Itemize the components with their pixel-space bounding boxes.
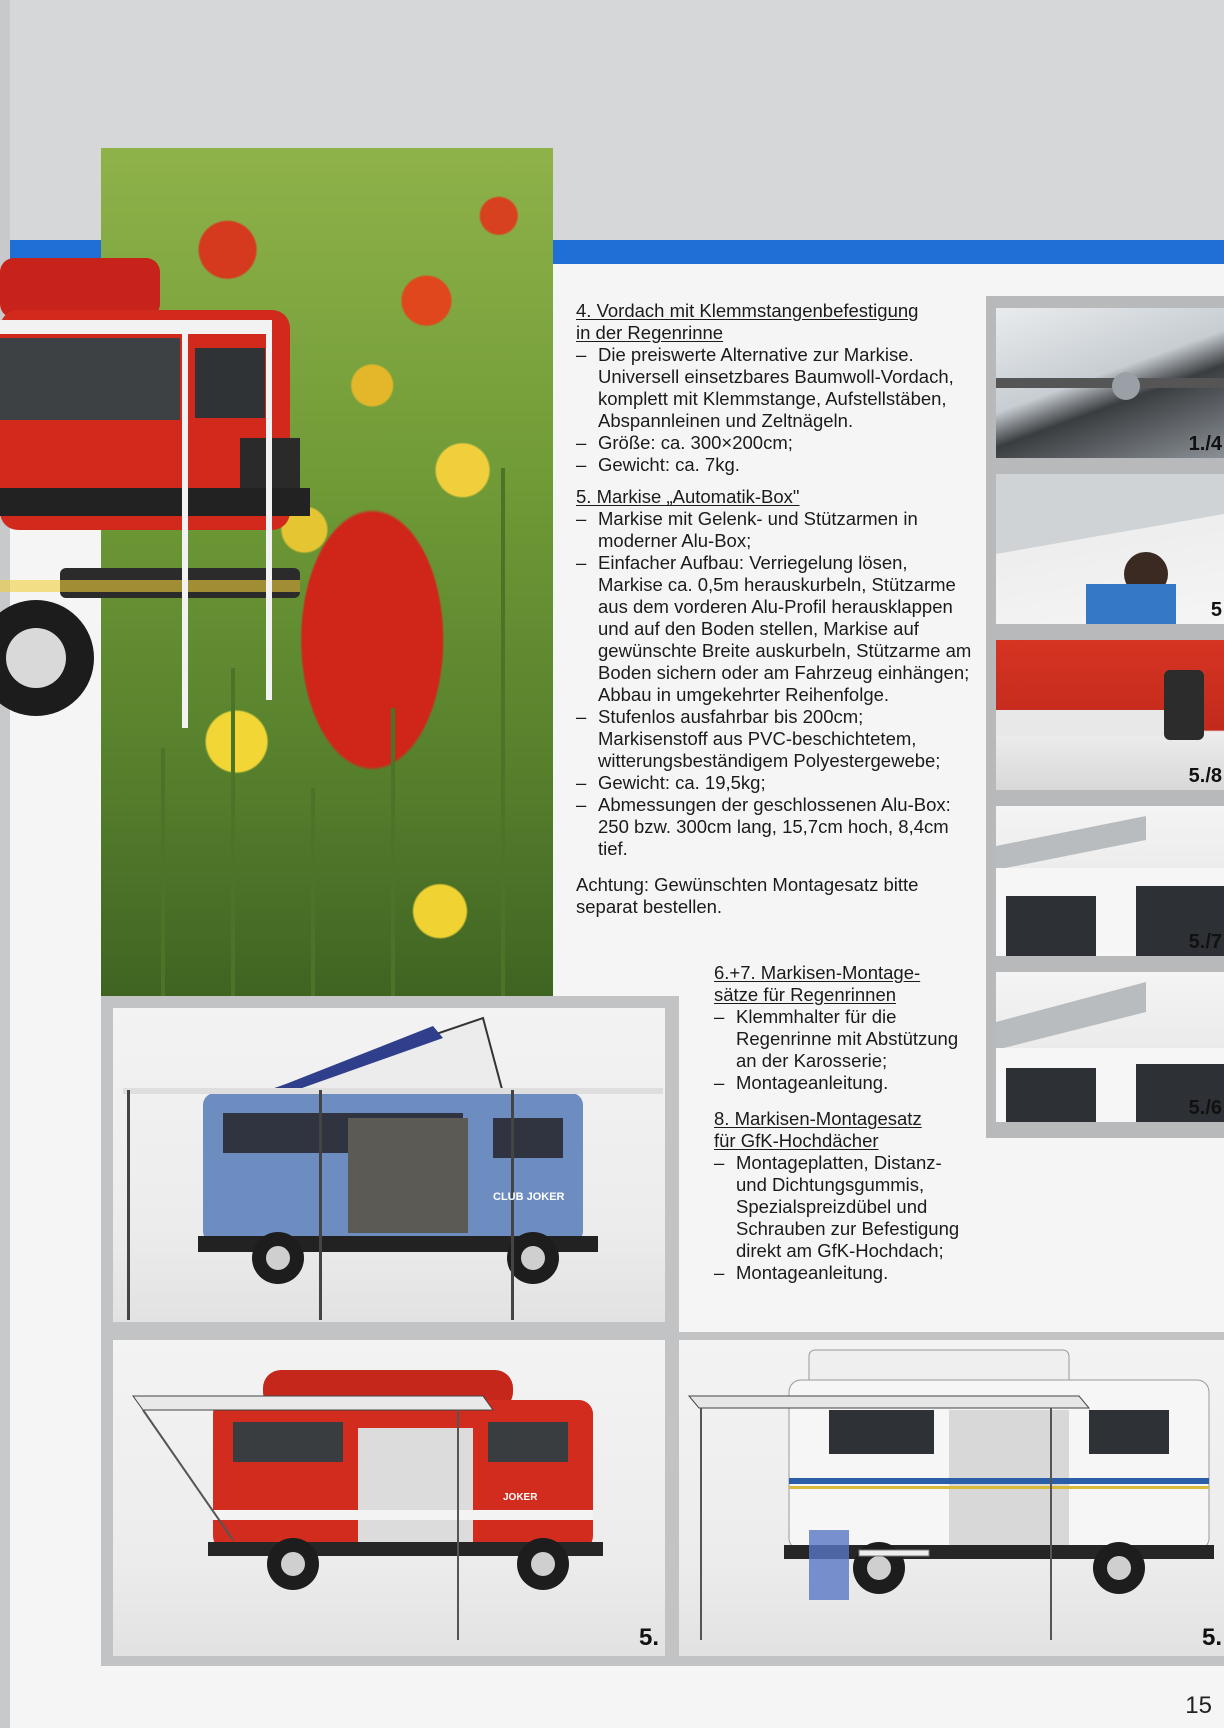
section-4-title-line-2: in der Regenrinne — [576, 322, 724, 343]
thumbnail-label-5: 5./6 — [1188, 1097, 1222, 1119]
list-item: – Montageanleitung. — [714, 1072, 976, 1094]
section-8-title-line-2: für GfK-Hochdächer — [714, 1130, 879, 1151]
thumbnail-person-awning — [996, 474, 1224, 624]
list-item: – Stufenlos ausfahrbar bis 200cm; Markisenstoff aus PVC-beschichtetem, witterungsbeständigem Polyestergewebe; — [576, 706, 976, 772]
section-5 — [576, 486, 976, 860]
thumbnail-label-4: 5./7 — [1188, 931, 1222, 953]
list-item: – Größe: ca. 300×200cm; — [576, 432, 976, 454]
section-8-title-line-1: 8. Markisen-Montagesatz — [714, 1108, 922, 1129]
mounting-note: Achtung: Gewünschten Montagesatz bitte separat bestellen. — [576, 874, 919, 917]
section-8-list — [714, 1152, 976, 1284]
list-item: – Die preiswerte Alternative zur Markise. Universell einsetzbares Baumwoll-Vordach, komplett mit Klemmstange, Aufstellstäben, Abspannleinen und Zeltnägeln. — [576, 344, 976, 432]
red-van-awning-photo — [113, 1340, 665, 1656]
section-4-title-line-1: 4. Vordach mit Klemmstangenbefestigung — [576, 300, 919, 321]
thumbnail-box-gfk-roof — [996, 972, 1224, 1122]
white-van-photo-number: 5. — [1201, 1624, 1222, 1651]
white-van-awning-photo — [679, 1340, 1224, 1656]
section-8 — [714, 1108, 976, 1284]
red-van-frame — [101, 1332, 679, 1666]
blue-van-photo — [113, 1008, 665, 1322]
red-van-photo-number: 5. — [638, 1624, 659, 1651]
accessory-thumbnail-column — [986, 296, 1224, 1138]
text-column-lower — [714, 962, 976, 1294]
red-van-canopy-photo — [0, 258, 320, 728]
thumbnail-crank-box — [996, 640, 1224, 790]
list-item: – Markise mit Gelenk- und Stützarmen in moderner Alu-Box; — [576, 508, 976, 552]
list-item: – Einfacher Aufbau: Verriegelung lösen, Markise ca. 0,5m herauskurbeln, Stützarme aus dem vorderen Alu-Profil herausklappen und auf den Boden stellen, Markise auf gewünschte Breite auskurbeln, Stützarme am Boden sichern oder am Fahrzeug einhängen; Abbau in umgekehrter Reihenfolge. — [576, 552, 976, 706]
list-item: – Gewicht: ca. 19,5kg; — [576, 772, 976, 794]
thumbnail-label-1: 1./4 — [1188, 433, 1222, 455]
list-item: – Montageanleitung. — [714, 1262, 976, 1284]
section-6-7-list — [714, 1006, 976, 1094]
red-van-decal: JOKER — [503, 1492, 538, 1503]
section-4 — [576, 300, 976, 476]
section-5-list — [576, 508, 976, 860]
thumbnail-label-3: 5./8 — [1188, 765, 1222, 787]
text-column-main — [576, 300, 976, 928]
section-6-7-title-line-2: sätze für Regenrinnen — [714, 984, 897, 1005]
section-6-7 — [714, 962, 976, 1094]
section-4-list — [576, 344, 976, 476]
list-item: – Montageplatten, Distanz- und Dichtungsgummis, Spezialspreizdübel und Schrauben zur Befestigung direkt am GfK-Hochdach; — [714, 1152, 976, 1262]
thumbnail-box-rain-gutter — [996, 806, 1224, 956]
section-5-title: 5. Markise „Automatik-Box" — [576, 486, 800, 507]
blue-van-frame — [101, 996, 679, 1332]
thumbnail-label-2: 5 — [1210, 599, 1222, 621]
list-item: – Klemmhalter für die Regenrinne mit Abstützung an der Karosserie; — [714, 1006, 976, 1072]
list-item: – Gewicht: ca. 7kg. — [576, 454, 976, 476]
white-van-frame — [679, 1332, 1224, 1666]
thumbnail-clamp-rail — [996, 308, 1224, 458]
page-number: 15 — [1185, 1692, 1212, 1719]
list-item: – Abmessungen der geschlossenen Alu-Box: 250 bzw. 300cm lang, 15,7cm hoch, 8,4cm tief. — [576, 794, 976, 860]
section-6-7-title-line-1: 6.+7. Markisen-Montage- — [714, 962, 921, 983]
blue-van-decal: CLUB JOKER — [493, 1191, 565, 1203]
